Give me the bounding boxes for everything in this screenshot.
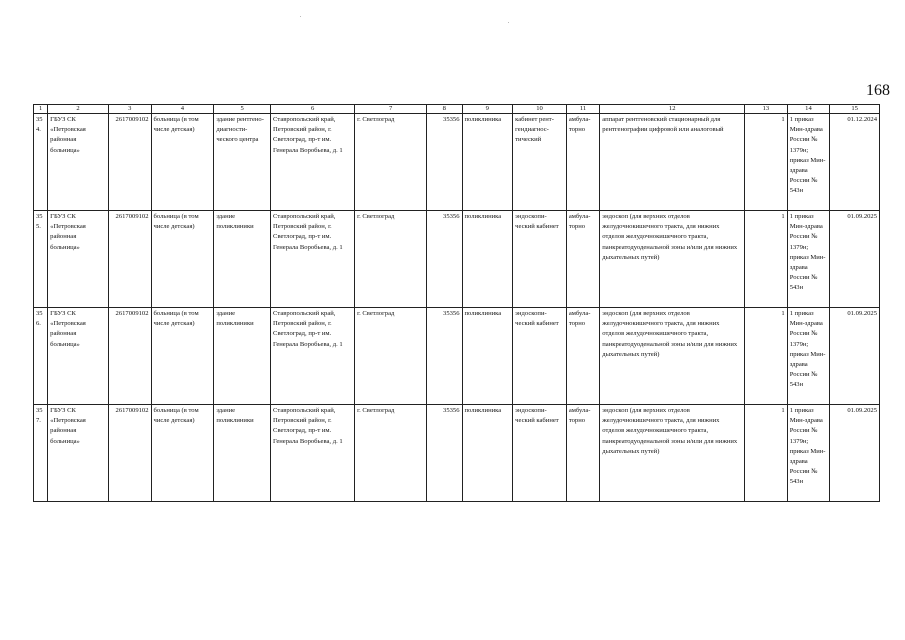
building-cell: здание поликлиники xyxy=(214,308,271,405)
basis-text: приказ Мин-здрава России № 1379н; приказ Мин-здрава России № 543н xyxy=(789,310,826,389)
equipment-cell: эндоскоп (для верхних отделов желудочнокишечного тракта, для нижних отделов желудочнокишечного тракта, панкреатодуоденальной зоны и/или для нижних дыхательных путей) xyxy=(600,308,745,405)
inn-cell: 2617009102 xyxy=(108,211,151,308)
column-number: 13 xyxy=(745,105,788,114)
basis-text: приказ Мин-здрава России № 1379н; приказ Мин-здрава России № 543н xyxy=(789,407,826,486)
inn-cell: 2617009102 xyxy=(108,308,151,405)
building-cell: здание рентгено-диагности-ческого центра xyxy=(214,114,271,211)
quantity-cell: 1 xyxy=(745,211,788,308)
basis-cell xyxy=(787,211,830,308)
table-row xyxy=(34,405,880,502)
column-number: 9 xyxy=(462,105,513,114)
quantity-value: 1 xyxy=(789,407,793,414)
quantity-cell: 1 xyxy=(745,114,788,211)
postal-code-cell: 35356 xyxy=(427,405,462,502)
organization-cell: ГБУЗ СК «Петровская районная больница» xyxy=(48,308,109,405)
row-number: 356. xyxy=(34,308,48,405)
quantity-cell: 1 xyxy=(745,405,788,502)
unit-cell: поликлиника xyxy=(462,405,513,502)
column-number: 6 xyxy=(271,105,355,114)
quantity-value: 1 xyxy=(789,310,793,317)
address-cell: Ставропольский край, Петровский район, г. Светлоград, пр-т им. Генерала Воробьева, д. 1 xyxy=(271,114,355,211)
quantity-value: 1 xyxy=(789,213,793,220)
date-cell: 01.12.2024 xyxy=(830,114,880,211)
room-cell: эндоскопи-ческий кабинет xyxy=(513,405,567,502)
facility-type-cell: больница (в том числе детская) xyxy=(151,211,214,308)
address-cell: Ставропольский край, Петровский район, г. Светлоград, пр-т им. Генерала Воробьева, д. 1 xyxy=(271,211,355,308)
quantity-value: 1 xyxy=(789,116,793,123)
scan-speck xyxy=(508,22,509,23)
scan-speck xyxy=(300,16,301,17)
basis-cell xyxy=(787,308,830,405)
column-number: 3 xyxy=(108,105,151,114)
row-number: 357. xyxy=(34,405,48,502)
page-number: 168 xyxy=(866,82,890,99)
column-number: 12 xyxy=(600,105,745,114)
city-cell: г. Светлоград xyxy=(355,308,427,405)
basis-text: приказ Мин-здрава России № 1379н; приказ Мин-здрава России № 543н xyxy=(789,116,826,195)
row-number: 355. xyxy=(34,211,48,308)
unit-cell: поликлиника xyxy=(462,211,513,308)
date-cell: 01.09.2025 xyxy=(830,211,880,308)
organization-cell: ГБУЗ СК «Петровская районная больница» xyxy=(48,211,109,308)
basis-cell xyxy=(787,114,830,211)
postal-code-cell: 35356 xyxy=(427,114,462,211)
date-cell: 01.09.2025 xyxy=(830,405,880,502)
care-form-cell: амбула-торно xyxy=(566,211,599,308)
column-number: 4 xyxy=(151,105,214,114)
building-cell: здание поликлиники xyxy=(214,405,271,502)
table-row xyxy=(34,114,880,211)
room-cell: эндоскопи-ческий кабинет xyxy=(513,211,567,308)
column-number: 1 xyxy=(34,105,48,114)
facility-type-cell: больница (в том числе детская) xyxy=(151,308,214,405)
registry-table xyxy=(33,104,880,502)
basis-cell xyxy=(787,405,830,502)
basis-text: приказ Мин-здрава России № 1379н; приказ Мин-здрава России № 543н xyxy=(789,213,826,292)
address-cell: Ставропольский край, Петровский район, г. Светлоград, пр-т им. Генерала Воробьева, д. 1 xyxy=(271,308,355,405)
care-form-cell: амбула-торно xyxy=(566,308,599,405)
unit-cell: поликлиника xyxy=(462,308,513,405)
table-row xyxy=(34,308,880,405)
address-cell: Ставропольский край, Петровский район, г. Светлоград, пр-т им. Генерала Воробьева, д. 1 xyxy=(271,405,355,502)
city-cell: г. Светлоград xyxy=(355,211,427,308)
facility-type-cell: больница (в том числе детская) xyxy=(151,405,214,502)
equipment-cell: эндоскоп (для верхних отделов желудочнокишечного тракта, для нижних отделов желудочнокишечного тракта, панкреатодуоденальной зоны и/или для нижних дыхательных путей) xyxy=(600,405,745,502)
table-row xyxy=(34,211,880,308)
column-number: 7 xyxy=(355,105,427,114)
column-number: 11 xyxy=(566,105,599,114)
facility-type-cell: больница (в том числе детская) xyxy=(151,114,214,211)
room-cell: эндоскопи-ческий кабинет xyxy=(513,308,567,405)
equipment-cell: эндоскоп (для верхних отделов желудочнокишечного тракта, для нижних отделов желудочнокишечного тракта, панкреатодуоденальной зоны и/или для нижних дыхательных путей) xyxy=(600,211,745,308)
organization-cell: ГБУЗ СК «Петровская районная больница» xyxy=(48,114,109,211)
column-number: 2 xyxy=(48,105,109,114)
column-number: 10 xyxy=(513,105,567,114)
care-form-cell: амбула-торно xyxy=(566,114,599,211)
column-number: 8 xyxy=(427,105,462,114)
date-cell: 01.09.2025 xyxy=(830,308,880,405)
inn-cell: 2617009102 xyxy=(108,405,151,502)
postal-code-cell: 35356 xyxy=(427,211,462,308)
city-cell: г. Светлоград xyxy=(355,405,427,502)
quantity-cell: 1 xyxy=(745,308,788,405)
row-number: 354. xyxy=(34,114,48,211)
equipment-cell: аппарат рентгеновский стационарный для рентгенографии цифровой или аналоговый xyxy=(600,114,745,211)
unit-cell: поликлиника xyxy=(462,114,513,211)
building-cell: здание поликлиники xyxy=(214,211,271,308)
column-number: 5 xyxy=(214,105,271,114)
column-number-row xyxy=(34,105,880,114)
city-cell: г. Светлоград xyxy=(355,114,427,211)
column-number: 15 xyxy=(830,105,880,114)
organization-cell: ГБУЗ СК «Петровская районная больница» xyxy=(48,405,109,502)
postal-code-cell: 35356 xyxy=(427,308,462,405)
column-number: 14 xyxy=(787,105,830,114)
room-cell: кабинет рент-гендиагнос-тический xyxy=(513,114,567,211)
inn-cell: 2617009102 xyxy=(108,114,151,211)
care-form-cell: амбула-торно xyxy=(566,405,599,502)
